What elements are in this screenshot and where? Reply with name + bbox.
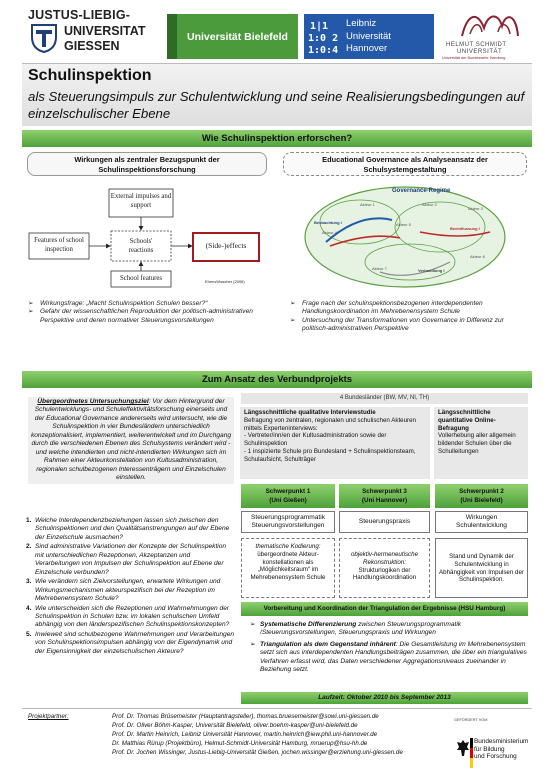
right-bullet-1: ➢ Frage nach der schulinspektionsbezogenen interdependenten Handlungskoordination im Mehrebenensystem Schule [290,300,530,317]
jlu-logo-line3: GIESSEN [64,39,120,53]
left-bullet-2: ➢ Gefahr der wissenschaftlichen Reproduktion der politisch-administrativen Perspektive und deren normativer Steuerungsvorstellungen [28,308,273,325]
section1-bar: Wie Schulinspektion erforschen? [22,130,532,147]
bielefeld-logo-bar [167,14,177,59]
outcome-1-text: zwischen Steuerungsprogrammatik /Steuerungsvorstellungen, Steuerungspraxis und Wirkungen [260,621,462,637]
research-question [26,578,236,603]
question-number: 5. [26,630,32,638]
qualitative-study-intro: Befragung von zentralen, regionalen und schulischen Akteuren mittels Experteninterviews: [244,416,416,432]
focus-3-title: Schwerpunkt 3 [362,488,407,495]
bmbf-logo [454,718,544,782]
outcome-1 [250,621,530,638]
logo-row [0,0,550,62]
bmbf-line1: Bundesministerium [474,738,529,745]
research-question [26,517,236,542]
flag-icon [470,738,473,768]
topic-1-line1: Steuerungsprogrammatik [250,514,326,521]
triangulation-coordination: Vorbereitung und Koordination der Triangulation der Ergebnisse (HSU Hamburg) [241,602,528,616]
method-1-text: übergeordnete Akteur-konstellationen als „Möglichkeitsraum“ im Mehrebenensystem Schule [250,550,326,582]
jlu-logo [18,8,158,58]
akteur-3: Akteur 3 [468,206,483,211]
partners-list [112,712,452,757]
method-2-text: Strukturlogiken der Handlungskoordination [352,566,417,582]
research-question [26,605,236,630]
akteur-1: Akteur 1 [360,202,375,207]
hannover-logo-name-2: Universität [346,30,391,42]
left-section-heading: Wirkungen als zentraler Bezugspunkt der Schulinspektionsforschung [27,152,267,176]
topic-1-line2: Steuerungsvorstellungen [251,522,325,530]
svg-text:1:0:4: 1:0:4 [308,45,339,55]
hsu-logo-line2: UNIVERSITÄT [457,49,503,55]
question-text: Welche Interdependenzbeziehungen lassen sich zwischen den Schulinspektionen und den Qualitätsanstrengungen auf der Ebene der Einzelschule ausmachen? [35,517,230,541]
partner-entry: Prof. Dr. Oliver Böhm-Kasper, Universität Bielefeld, oliver.boehm-kasper@uni-bielefeld.de [112,722,358,730]
question-text: Wie verändern sich Zielvorstellungen, erwartete Wirkungen und Wirkungsmechanismen akteurspezifisch bei der Rezeption im Mehrebenensystem Schule? [35,578,221,603]
focus-2-title: Schwerpunkt 2 [459,488,504,495]
bielefeld-logo-text: Universität Bielefeld [187,31,288,43]
diagram-source: Ehren/Visscher (2006) [205,279,245,284]
topic-programmatik [241,511,335,533]
focus-2-sub: (Uni Bielefeld) [460,497,503,504]
reactions-label: Schools' reactions [128,238,154,254]
outcome-2-bold: Triangulation als dem Gegenstand inhärent [260,640,396,648]
inspection-effects-diagram [27,181,267,293]
jlu-seal-icon [30,23,58,53]
method-1 [241,538,335,598]
bmbf-line3: und Forschung [474,753,517,761]
question-text: Wie unterscheiden sich die Rezeptionen und Wahrnehmungen der Schulinspektion in Schulen bzw. im lokalen schulischen Umfeld abhängig von den länderspezifischen Schulinspektionskonzepten? [35,604,230,629]
project-runtime: Laufzeit: Oktober 2010 bis September 2013 [241,692,528,704]
beobachtung-label: Beobachtung I [314,220,342,225]
qualitative-study-item-1: - Vertreter/inn/en der Kultusadministration sowie der Schulinspektion [244,432,387,448]
focus-1 [241,484,335,508]
research-question [26,543,236,577]
question-text: Inwieweit sind schulbezogene Wahrnehmungen und Verarbeitungen von Schulinspektionsimpulsen abhängig von der Eigendynamik und der Eigensinnigkeit der einzelschulischen Akteure? [35,630,235,655]
right-bullets [290,300,530,334]
eagle-icon [456,738,470,758]
federal-states: 4 Bundesländer (BW, MV, NI, TH) [241,393,528,404]
outcomes [250,621,530,677]
research-question [26,631,236,656]
quantitative-study-box [434,407,528,479]
outcome-2-text: : Die Gesamtleistung im Mehrebenensystem setzt sich aus interdependenten Handlungsbeiträgen zusammen, die über ein triangulatives Verfahren erfasst wird, das Daten verschiedener Aggregationsniveaus zueinander in Beziehung setzt. [260,640,527,674]
focus-3 [339,484,430,508]
governance-regime-diagram [300,182,510,292]
qualitative-study-box [240,407,430,479]
hannover-code-icon [308,19,340,55]
topic-wirkungen [435,511,528,533]
topic-3-line1: Wirkungen [465,514,498,521]
research-goal-text: : Vor dem Hintergrund der Schulentwicklungs- und Schuleffektivitätsforschung einerseits und der Educational Governance andererseits wird untersucht, wie die Schulinspektion in vier Bundesländern unterschiedlich konzeptionalisiert, implementiert, weiterentwickelt und im Durchgang durch die verschiedenen Ebenen des Schulsystems verändert wird - und welche intendierten und nicht-intendierten Wirkungen sich im Rahmen einer Akteurkonstellation von Kultusadministration, regionalen schulbezogenen Interessenträgern und Einzelschulen einstellen. [30,398,232,482]
outcome-1-bold: Systematische Differenzierung [260,621,357,628]
question-number: 2. [26,543,32,551]
focus-3-sub: (Uni Hannover) [361,497,408,504]
hsu-logo-line3: Universität der Bundeswehr Hamburg [442,56,506,60]
akteur-4: Akteur 4 [322,230,337,235]
method-2-label: objektiv-hermeneutische Rekonstruktion: [350,551,419,566]
hsu-emblem-icon [458,8,522,40]
partners-label: Projektpartner: [28,713,69,720]
partner-entry: Prof. Dr. Martin Heinrich, Leibniz Universität Hannover, martin.heinrich@iew.phil.uni-hannover.de [112,731,378,739]
inspection-features-label: Features of school inspection [34,237,84,253]
page-title: Schulinspektion [28,67,152,84]
akteur-7: Akteur 7 [372,266,387,271]
bmbf-line2: für Bildung [474,745,505,753]
hsu-logo [440,6,540,61]
partner-entry: Prof. Dr. Thomas Brüsemeister (Hauptantragsteller), thomas.bruesemeister@sowi.uni-giessen.de [112,713,379,720]
right-section-heading: Educational Governance als Analyseansatz der Schulsystemgestaltung [283,152,527,176]
topic-3-line2: Schulentwicklung [456,522,507,530]
question-text: Sind administrative Variationen der Konzepte der Schulinspektion mit unterschiedlichen Rezeptionen, Akzeptanzen und Verarbeitungen von Impulsen der Schulinspektion auf Ebene der Einzelschule verbunden? [35,543,227,576]
outcome-2 [250,641,530,675]
hannover-logo-name-1: Leibniz [346,18,377,29]
method-1-label: thematische Kodierung: [255,543,321,550]
beeinflussung-label: Beeinflussung I [450,226,480,231]
topic-2-line1: Steuerungspraxis [358,518,411,525]
topic-praxis [339,511,430,533]
jlu-logo-line2: UNIVERSITAT [64,24,146,38]
governance-outer-ellipse [305,187,505,287]
focus-2 [435,484,528,508]
quantitative-study-heading: Längsschnittliche quantitative Online-Befragung [438,409,496,432]
focus-1-sub: (Uni Gießen) [269,497,307,504]
external-impulses-label: External impulses and support [110,193,172,209]
title-box [22,63,532,126]
research-questions [26,517,236,657]
question-number: 4. [26,604,32,612]
method-2 [435,538,528,598]
left-bullets [28,300,273,325]
akteur-6: Akteur 6 [470,254,485,259]
hannover-logo-name-3: Hannover [346,43,388,54]
section2-bar: Zum Ansatz des Verbundprojekts [22,371,532,388]
qualitative-study-item-2: - 1 inspizierte Schule pro Bundesland + Schulinspektionsteam, Schulaufsicht, Schulträger [244,447,416,463]
side-effects-label: (Side-)effects [205,241,247,250]
footer-divider [22,708,532,709]
governance-regime-label: Governance-Regime [392,188,451,194]
qualitative-study-heading: Längsschnittliche qualitative Interviewstudie [244,409,376,416]
question-number: 3. [26,578,32,586]
page-subtitle: als Steuerungsimpuls zur Schulentwicklung und seine Realisierungsbedingungen auf einzelschulischer Ebene [28,89,525,121]
svg-text:1|1: 1|1 [310,21,329,32]
school-features-label: School features [119,275,163,282]
research-goal-label: Übergeordnetes Untersuchungsziel [37,398,149,405]
jlu-logo-line1: JUSTUS-LIEBIG- [28,8,131,22]
hannover-logo [304,14,434,59]
svg-text:1:0 2: 1:0 2 [308,33,339,44]
hannover-logo-name [346,18,391,56]
partner-entry: Prof. Dr. Jochen Wissinger, Justus-Liebig-Universität Gießen, jochen.wissinger@erziehung.uni-giessen.de [112,749,403,757]
right-bullet-2: ➢ Untersuchung der Transformationen von Governance in Differenz zur politisch-administrativen Perspektive [290,317,530,334]
akteur-2: Akteur 2 [422,202,437,207]
method-3 [339,538,430,598]
bmbf-funded-by: GEFÖRDERT VOM [454,718,488,722]
focus-1-title: Schwerpunkt 1 [265,488,311,495]
method-3-text: Stand und Dynamik der Schulentwicklung in Abhängigkeit von Impulsen der Schulinspektion. [439,553,524,584]
hsu-logo-line1: HELMUT SCHMIDT [446,42,507,48]
quantitative-study-text: Vollerhebung aller allgemein bildender Schulen über die Schulleitungen [438,432,516,455]
verhandlung-label: Verhandlung I [418,268,445,273]
question-number: 1. [26,517,32,524]
bmbf-text [474,738,528,761]
partner-entry: Dr. Matthias Rürup (Projektbüro), Helmut-Schmidt-Universität Hamburg, mruerup@hsu-hh.de [112,740,368,748]
left-bullet-1: ➢ Wirkungsfrage: „Macht Schulinspektion Schulen besser?“ [28,300,273,308]
akteur-5: Akteur 5 [396,222,411,227]
bielefeld-logo [167,14,298,59]
research-goal [28,397,234,484]
